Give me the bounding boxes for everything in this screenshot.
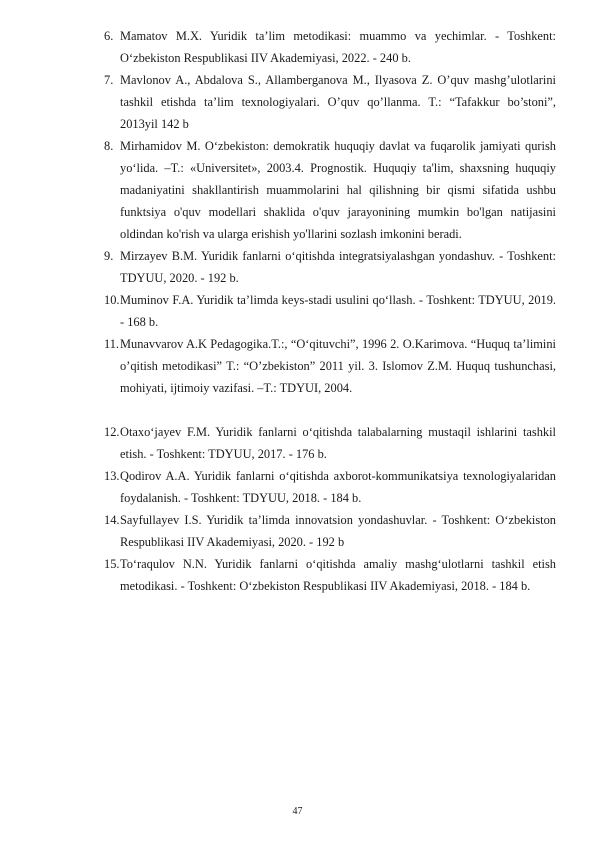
reference-item-7 <box>104 69 556 135</box>
reference-number: 11. <box>104 337 120 351</box>
reference-number: 12. <box>104 425 120 439</box>
reference-number: 10. <box>104 293 120 307</box>
reference-item-10 <box>104 289 556 333</box>
reference-item-8 <box>104 135 556 245</box>
reference-number: 14. <box>104 513 120 527</box>
reference-item-6 <box>104 25 556 69</box>
reference-number: 13. <box>104 469 120 483</box>
page-number: 47 <box>292 806 303 817</box>
reference-text: Qodirov A.A. Yuridik fanlarni o‘qitishda axborot-kommunikatsiya texnologiyalaridan foydalanish. - Toshkent: TDYUU, 2018. - 184 b. <box>120 469 556 505</box>
reference-text: Sayfullayev I.S. Yuridik ta’limda innovatsion yondashuvlar. - Toshkent: O‘zbekiston Respublikasi IIV Akademiyasi, 2020. - 192 b <box>120 513 556 549</box>
reference-number: 9. <box>104 249 114 263</box>
reference-number: 15. <box>104 557 120 571</box>
reference-number: 6. <box>104 29 114 43</box>
reference-number: 7. <box>104 73 114 87</box>
reference-item-14 <box>104 509 556 553</box>
reference-text: Muminov F.A. Yuridik ta’limda keys-stadi usulini qo‘llash. - Toshkent: TDYUU, 2019. - 168 b. <box>120 293 556 329</box>
reference-item-13 <box>104 465 556 509</box>
reference-item-12 <box>104 421 556 465</box>
reference-item-11 <box>104 333 556 399</box>
reference-text: Mamatov M.X. Yuridik ta’lim metodikasi: muammo va yechimlar. - Toshkent: O‘zbekiston Respublikasi IIV Akademiyasi, 2022. - 240 b. <box>120 29 556 65</box>
reference-item-15 <box>104 553 556 597</box>
reference-text: Otaxo‘jayev F.M. Yuridik fanlarni o‘qitishda talabalarning mustaqil ishlarini tashkil etish. - Toshkent: TDYUU, 2017. - 176 b. <box>120 425 556 461</box>
reference-list <box>104 25 556 597</box>
reference-text: Mirzayev B.M. Yuridik fanlarni o‘qitishda integratsiyalashgan yondashuv. - Toshkent: TDYUU, 2020. - 192 b. <box>120 249 556 285</box>
reference-item-9 <box>104 245 556 289</box>
reference-text: Munavvarov A.K Pedagogika.T.:, “O‘qituvchi”, 1996 2. O.Karimova. “Huquq ta’limini o’qitish metodikasi” T.: “O’zbekiston” 2011 yil. 3. Islomov Z.M. Huquq tushunchasi, mohiyati, ijtimoiy vazifasi. –T.: TDYUI, 2004. <box>120 337 556 395</box>
reference-text: To‘raqulov N.N. Yuridik fanlarni o‘qitishda amaliy mashg‘ulotlarni tashkil etish metodikasi. - Toshkent: O‘zbekiston Respublikasi IIV Akademiyasi, 2018. - 184 b. <box>120 557 556 593</box>
reference-number: 8. <box>104 139 114 153</box>
reference-text: Mavlonov A., Abdalova S., Allamberganova M., Ilyasova Z. O’quv mashg’ulotlarini tashkil etishda ta’lim texnologiyalari. O’quv qo’llanma. T.: “Tafakkur bo’stoni”, 2013yil 142 b <box>120 73 556 131</box>
reference-text: Mirhamidov M. O‘zbekiston: demokratik huquqiy davlat va fuqarolik jamiyati qurish yo‘lida. –T.: «Universitet», 2003.4. Prognostik. Huquqiy ta'lim, shaxsning huquqiy madaniyatini shakllantirish muammolarini hal qilishning bir qismi sifatida ushbu funktsiya o'quv modellari shaklida o'quv jarayonining mumkin bo'lgan natijasini oldindan ko'rish va ularga erishish yo'llarini sozlash imkonini beradi. <box>120 139 556 241</box>
